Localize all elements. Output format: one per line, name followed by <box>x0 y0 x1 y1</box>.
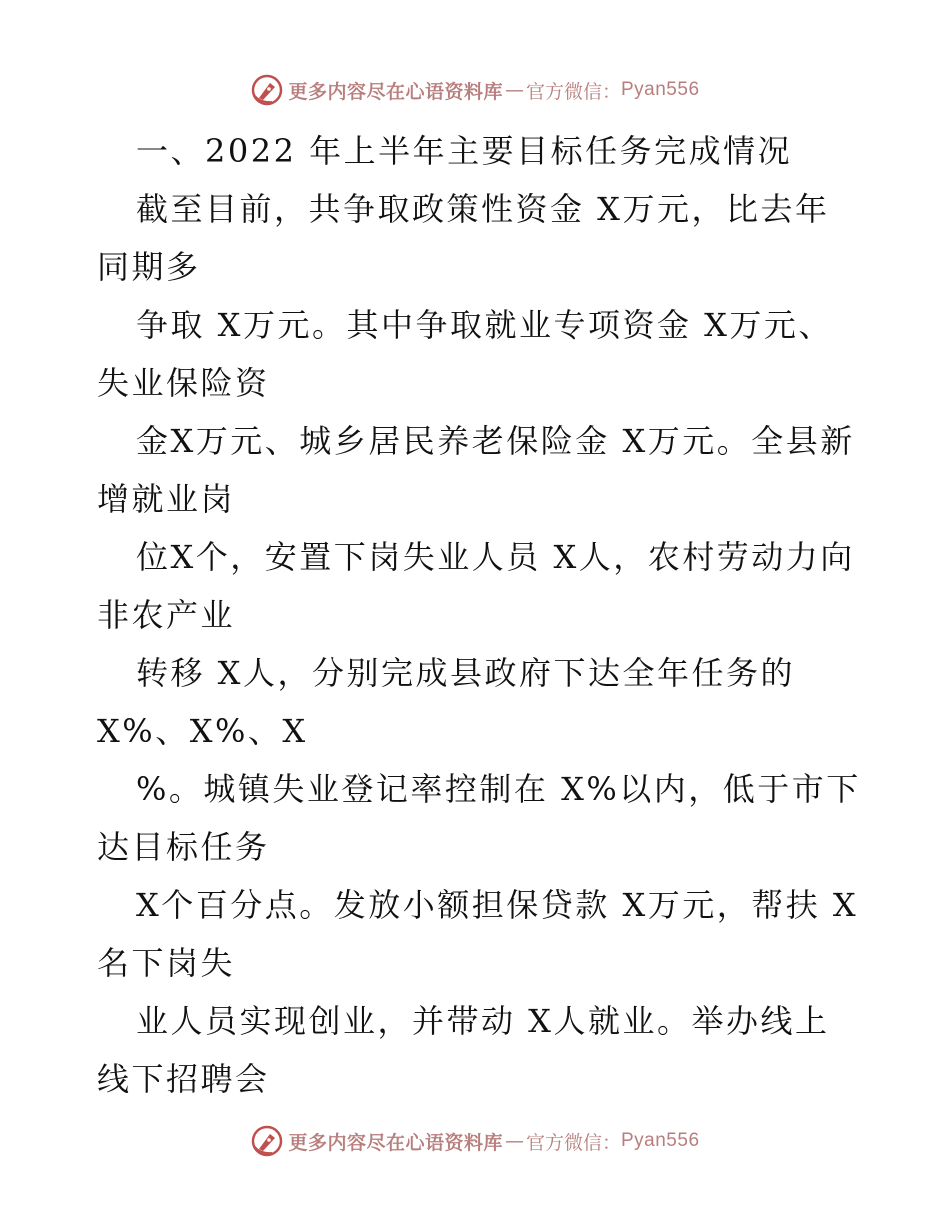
pen-nib-circle-icon <box>250 1124 284 1158</box>
pen-nib-circle-icon <box>250 73 284 107</box>
paragraph-line: 转移 X人，分别完成县政府下达全年任务的 <box>136 654 795 692</box>
paragraph-line: 失业保险资 <box>97 364 270 402</box>
watermark-wechat-label: 官方微信： <box>525 1131 621 1154</box>
paragraph-line: 达目标任务 <box>97 828 270 866</box>
watermark-wechat-id: Pyan556 <box>621 1130 700 1151</box>
paragraph-line: X个百分点。发放小额担保贷款 X万元，帮扶 X <box>136 886 859 924</box>
paragraph-line: 同期多 <box>97 248 201 286</box>
paragraph-line: 位X个，安置下岗失业人员 X人，农村劳动力向 <box>136 538 855 576</box>
watermark-dash: — <box>504 79 524 101</box>
watermark-text: 更多内容尽在心语资料库 <box>288 80 503 103</box>
paragraph-line: X%、X%、X <box>97 712 308 750</box>
paragraph-line: 名下岗失 <box>97 944 236 982</box>
paragraph-line: 截至目前，共争取政策性资金 X万元，比去年 <box>136 190 830 228</box>
paragraph-line: 非农产业 <box>97 596 236 634</box>
paragraph-line: 业人员实现创业，并带动 X人就业。举办线上 <box>136 1002 830 1040</box>
paragraph-line: 金X万元、城乡居民养老保险金 X万元。全县新 <box>136 422 855 460</box>
paragraph-line: %。城镇失业登记率控制在 X%以内，低于市下 <box>136 770 861 808</box>
document-body <box>97 122 897 1108</box>
watermark-text: 更多内容尽在心语资料库 <box>288 1131 503 1154</box>
section-heading: 一、2022 年上半年主要目标任务完成情况 <box>136 132 793 170</box>
watermark-wechat-id: Pyan556 <box>621 79 700 100</box>
paragraph-line: 线下招聘会 <box>97 1060 270 1098</box>
paragraph-line: 争取 X万元。其中争取就业专项资金 X万元、 <box>136 306 833 344</box>
paragraph-line: 增就业岗 <box>97 480 236 518</box>
watermark-wechat-label: 官方微信： <box>525 80 621 103</box>
footer-watermark <box>0 1121 950 1161</box>
watermark-dash: — <box>504 1130 524 1152</box>
header-watermark <box>0 70 950 110</box>
